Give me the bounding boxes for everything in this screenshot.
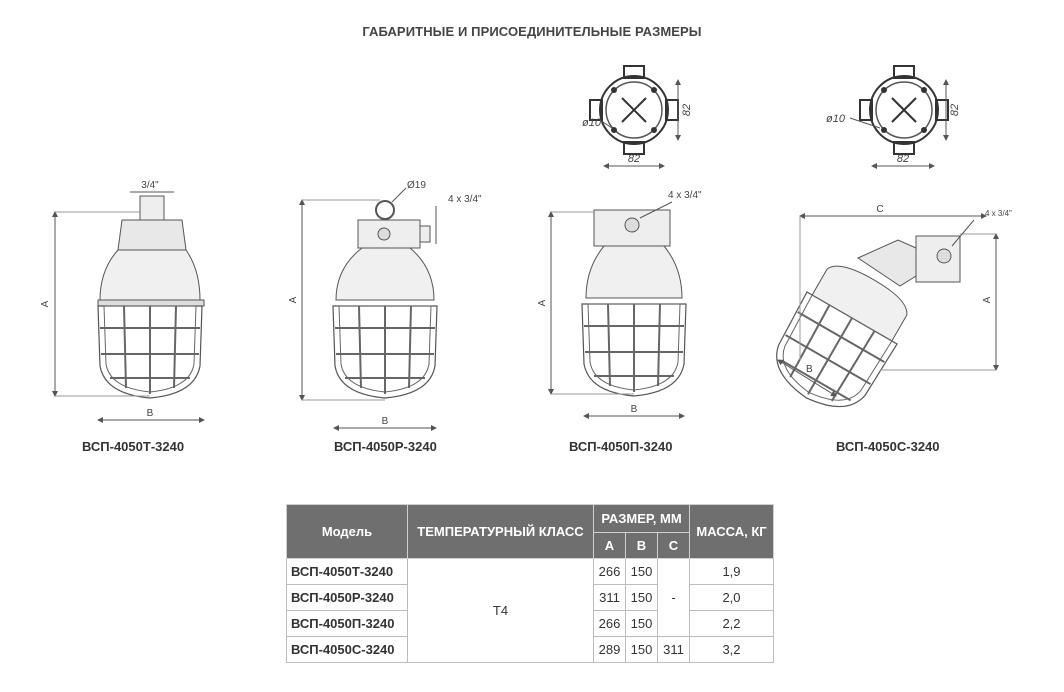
cell-a: 289 [594,637,626,663]
dim-thread-label: 4 x 3/4" [985,209,1012,218]
dim-hole-label: Ø19 [407,180,426,191]
page-title: ГАБАРИТНЫЕ И ПРИСОЕДИНИТЕЛЬНЫЕ РАЗМЕРЫ [362,24,702,39]
lamp-drawing-s [761,66,1012,424]
cell-b: 150 [626,559,658,585]
cell-a: 311 [594,585,626,611]
table-row [287,559,774,585]
dim-c-label: C [876,204,884,215]
dim-w-label: 82 [627,153,641,165]
cell-b: 150 [626,611,658,637]
dim-h-label: 82 [681,103,693,117]
dim-a-label: A [288,296,299,304]
lamp-drawing-r [288,180,482,428]
dim-a-label: A [982,296,993,304]
dim-b-label: B [630,404,638,415]
cell-mass: 2,0 [690,585,774,611]
cell-model: ВСП-4050С-3240 [287,637,408,663]
dim-hole-label: ø10 [826,113,845,125]
cell-mass: 3,2 [690,637,774,663]
header-a: A [594,533,626,559]
dim-a-label: A [40,300,51,308]
cell-model: ВСП-4050Р-3240 [287,585,408,611]
cell-mass: 1,9 [690,559,774,585]
cell-model: ВСП-4050Т-3240 [287,559,408,585]
dim-a-label: A [537,299,548,307]
dim-b-label: B [381,416,389,427]
lamp-drawing-t [40,180,204,420]
cell-a: 266 [594,559,626,585]
dim-b-label: B [146,408,154,419]
cell-b: 150 [626,585,658,611]
model-label-t: ВСП-4050Т-3240 [82,439,185,454]
cell-a: 266 [594,611,626,637]
cell-c-dash: - [658,559,690,637]
dim-b-label: B [806,364,813,375]
header-temp-class: ТЕМПЕРАТУРНЫЙ КЛАСС [408,505,594,559]
header-size: РАЗМЕР, ММ [594,505,690,533]
dim-thread-label: 4 x 3/4" [668,190,702,201]
dim-h-label: 82 [949,103,961,117]
spec-table [286,504,774,663]
model-label-p: ВСП-4050П-3240 [569,439,673,454]
dim-w-label: 82 [896,153,910,165]
cell-mass: 2,2 [690,611,774,637]
cell-b: 150 [626,637,658,663]
lamp-drawing-p [537,66,702,416]
header-model: Модель [287,505,408,559]
model-label-r: ВСП-4050Р-3240 [334,439,437,454]
model-label-s: ВСП-4050С-3240 [836,439,940,454]
dim-hole-label: ø10 [582,117,601,129]
header-c: C [658,533,690,559]
cell-c: 311 [658,637,690,663]
cell-model: ВСП-4050П-3240 [287,611,408,637]
dim-thread-label: 4 x 3/4" [448,194,482,205]
header-b: B [626,533,658,559]
header-mass: МАССА, КГ [690,505,774,559]
dim-top-label: 3/4" [141,180,159,191]
cell-temp-class: T4 [408,559,594,663]
